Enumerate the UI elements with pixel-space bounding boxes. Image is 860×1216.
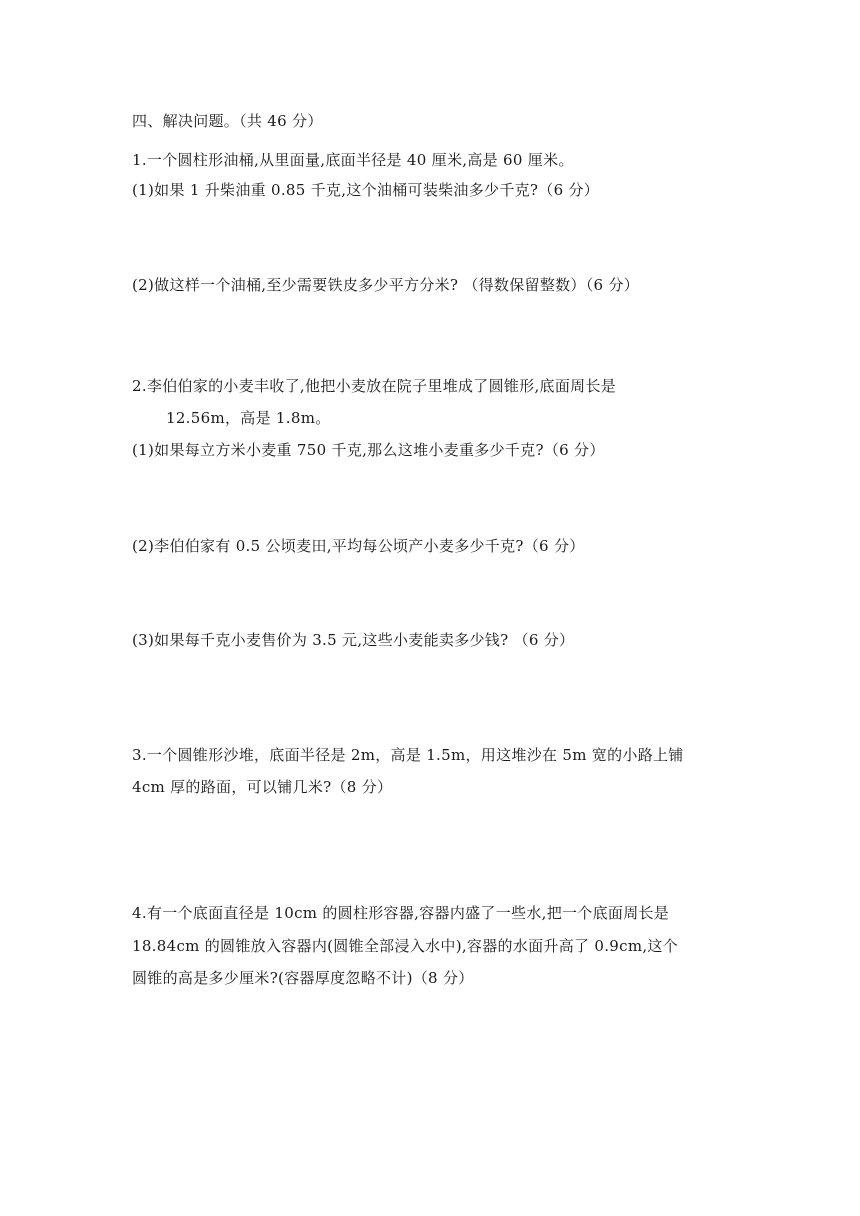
- question-4-line-1: 4.有一个底面直径是 10cm 的圆柱形容器,容器内盛了一些水,把一个底面周长是: [132, 904, 670, 922]
- question-1-part-2: (2)做这样一个油桶,至少需要铁皮多少平方分米? （得数保留整数）（6 分）: [132, 276, 640, 294]
- question-3-line-1: 3.一个圆锥形沙堆，底面半径是 2m，高是 1.5m，用这堆沙在 5m 宽的小路上铺: [132, 746, 684, 764]
- question-2-stem-line-2: 12.56m，高是 1.8m。: [166, 409, 331, 427]
- question-1-part-1: (1)如果 1 升柴油重 0.85 千克,这个油桶可装柴油多少千克?（6 分）: [132, 181, 600, 199]
- question-2-stem-line-1: 2.李伯伯家的小麦丰收了,他把小麦放在院子里堆成了圆锥形,底面周长是: [132, 377, 617, 395]
- question-1-stem: 1.一个圆柱形油桶,从里面量,底面半径是 40 厘米,高是 60 厘米。: [132, 151, 574, 169]
- question-3-line-2: 4cm 厚的路面，可以铺几米?（8 分）: [132, 778, 393, 796]
- section-heading: 四、解决问题。（共 46 分）: [132, 112, 323, 130]
- question-4-line-3: 圆锥的高是多少厘米?(容器厚度忽略不计)（8 分）: [132, 969, 474, 987]
- question-4-line-2: 18.84cm 的圆锥放入容器内(圆锥全部浸入水中),容器的水面升高了 0.9cm,这个: [132, 937, 679, 955]
- question-2-part-2: (2)李伯伯家有 0.5 公顷麦田,平均每公顷产小麦多少千克?（6 分）: [132, 537, 585, 555]
- question-2-part-1: (1)如果每立方米小麦重 750 千克,那么这堆小麦重多少千克?（6 分）: [132, 441, 605, 459]
- question-2-part-3: (3)如果每千克小麦售价为 3.5 元,这些小麦能卖多少钱? （6 分）: [132, 631, 575, 649]
